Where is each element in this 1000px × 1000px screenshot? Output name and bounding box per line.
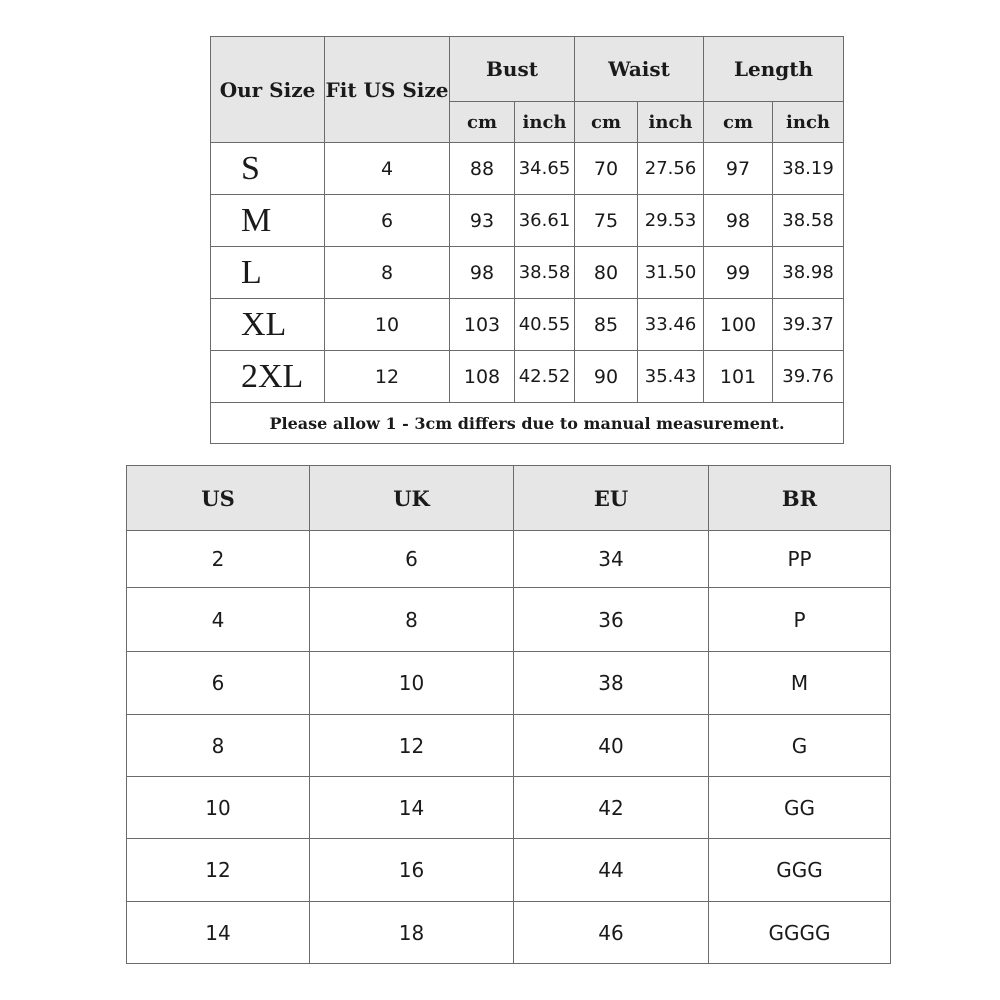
header-length-inch: inch: [773, 102, 844, 143]
size-label: M: [211, 195, 325, 247]
waist-cm-value: 70: [575, 143, 638, 195]
waist-inch-value: 33.46: [638, 299, 704, 351]
uk-value: 8: [310, 588, 514, 652]
size-conversion-table: [126, 465, 891, 964]
length-inch-value: 39.76: [773, 351, 844, 403]
size-label: XL: [211, 299, 325, 351]
uk-value: 10: [310, 652, 514, 715]
header-br: BR: [709, 466, 891, 531]
bust-inch-value: 34.65: [515, 143, 575, 195]
table-row: [127, 531, 891, 588]
eu-value: 46: [514, 902, 709, 964]
size-row: [211, 195, 844, 247]
us-value: 2: [127, 531, 310, 588]
waist-cm-value: 90: [575, 351, 638, 403]
bust-inch-value: 38.58: [515, 247, 575, 299]
us-value: 12: [127, 839, 310, 902]
length-inch-value: 38.98: [773, 247, 844, 299]
br-value: M: [709, 652, 891, 715]
header-waist-cm: cm: [575, 102, 638, 143]
uk-value: 6: [310, 531, 514, 588]
br-value: GGG: [709, 839, 891, 902]
table-row: [127, 902, 891, 964]
waist-inch-value: 27.56: [638, 143, 704, 195]
length-inch-value: 38.58: [773, 195, 844, 247]
size-label: L: [211, 247, 325, 299]
size-row: [211, 299, 844, 351]
bust-inch-value: 40.55: [515, 299, 575, 351]
size-row: [211, 247, 844, 299]
length-cm-value: 101: [704, 351, 773, 403]
bust-inch-value: 42.52: [515, 351, 575, 403]
header-our-size: Our Size: [211, 37, 325, 143]
header-length: Length: [704, 37, 844, 102]
us-value: 14: [127, 902, 310, 964]
eu-value: 40: [514, 715, 709, 777]
length-inch-value: 39.37: [773, 299, 844, 351]
fit-us-size-value: 4: [325, 143, 450, 195]
size-row: [211, 351, 844, 403]
br-value: GGGG: [709, 902, 891, 964]
waist-cm-value: 75: [575, 195, 638, 247]
fit-us-size-value: 12: [325, 351, 450, 403]
measurement-note: Please allow 1 - 3cm differs due to manual measurement.: [211, 403, 844, 444]
length-cm-value: 97: [704, 143, 773, 195]
eu-value: 38: [514, 652, 709, 715]
br-value: GG: [709, 777, 891, 839]
us-value: 10: [127, 777, 310, 839]
table-row: [127, 839, 891, 902]
header-uk: UK: [310, 466, 514, 531]
uk-value: 16: [310, 839, 514, 902]
size-chart-table: [210, 36, 844, 444]
eu-value: 42: [514, 777, 709, 839]
header-fit-us-size: Fit US Size: [325, 37, 450, 143]
uk-value: 14: [310, 777, 514, 839]
fit-us-size-value: 10: [325, 299, 450, 351]
size-label: 2XL: [211, 351, 325, 403]
eu-value: 34: [514, 531, 709, 588]
eu-value: 44: [514, 839, 709, 902]
bust-cm-value: 108: [450, 351, 515, 403]
table-row: [127, 652, 891, 715]
table-row: [127, 777, 891, 839]
header-length-cm: cm: [704, 102, 773, 143]
br-value: PP: [709, 531, 891, 588]
size-row: [211, 143, 844, 195]
us-value: 6: [127, 652, 310, 715]
waist-cm-value: 85: [575, 299, 638, 351]
size-label: S: [211, 143, 325, 195]
length-inch-value: 38.19: [773, 143, 844, 195]
waist-inch-value: 35.43: [638, 351, 704, 403]
bust-cm-value: 93: [450, 195, 515, 247]
eu-value: 36: [514, 588, 709, 652]
br-value: P: [709, 588, 891, 652]
length-cm-value: 100: [704, 299, 773, 351]
fit-us-size-value: 6: [325, 195, 450, 247]
bust-inch-value: 36.61: [515, 195, 575, 247]
bust-cm-value: 88: [450, 143, 515, 195]
fit-us-size-value: 8: [325, 247, 450, 299]
us-value: 4: [127, 588, 310, 652]
bust-cm-value: 103: [450, 299, 515, 351]
table-row: [127, 715, 891, 777]
header-waist: Waist: [575, 37, 704, 102]
br-value: G: [709, 715, 891, 777]
header-us: US: [127, 466, 310, 531]
header-waist-inch: inch: [638, 102, 704, 143]
waist-inch-value: 29.53: [638, 195, 704, 247]
header-bust-cm: cm: [450, 102, 515, 143]
uk-value: 12: [310, 715, 514, 777]
length-cm-value: 98: [704, 195, 773, 247]
waist-inch-value: 31.50: [638, 247, 704, 299]
length-cm-value: 99: [704, 247, 773, 299]
table-row: [127, 588, 891, 652]
us-value: 8: [127, 715, 310, 777]
bust-cm-value: 98: [450, 247, 515, 299]
uk-value: 18: [310, 902, 514, 964]
waist-cm-value: 80: [575, 247, 638, 299]
header-bust: Bust: [450, 37, 575, 102]
header-eu: EU: [514, 466, 709, 531]
header-bust-inch: inch: [515, 102, 575, 143]
